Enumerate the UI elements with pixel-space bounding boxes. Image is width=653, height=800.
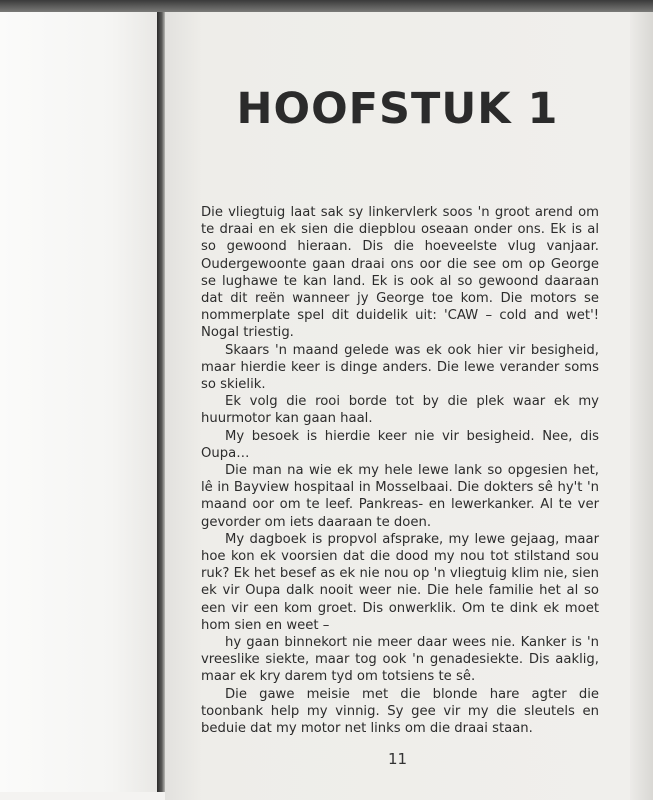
book-top-shadow: [0, 0, 653, 12]
paragraph: My besoek is hierdie keer nie vir besigheid. Nee, dis Oupa…: [201, 428, 599, 461]
chapter-body: [201, 204, 599, 737]
page-number: 11: [387, 750, 408, 768]
book-spine: [157, 12, 165, 792]
paragraph: Skaars 'n maand gelede was ek ook hier vir besigheid, maar hierdie keer is dinge anders. Die lewe verander soms so skielik.: [201, 342, 599, 393]
paragraph: Die vliegtuig laat sak sy linkervlerk soos 'n groot arend om te draai en ek sien die diepblou oseaan onder ons. Ek is al so gewoond hieraan. Dis die hoeveelste vlug vanjaar. Oudergewoonte gaan draai ons oor die see om op George se lughawe te kan land. Ek is ook al so gewoond daaraan dat dit reën wanneer jy George toe kom. Die motors se nommerplate spel dit duidelik uit: 'CAW – cold and wet'! Nogal triestig.: [201, 205, 599, 341]
paragraph: Die man na wie ek my hele lewe lank so opgesien het, lê in Bayview hospitaal in Mosselbaai. Die dokters sê hy't 'n maand oor om te leef. Pankreas- en lewerkanker. Al te ver gevorder om iets daaraan te doen.: [201, 463, 599, 530]
paragraph: My dagboek is propvol afsprake, my lewe gejaag, maar hoe kon ek voorsien dat die dood my nou tot stilstand sou ruk? Ek het besef as ek nie nou op 'n vliegtuig klim nie, sien ek vir Oupa dalk nooit weer nie. Die hele familie het al so een vir een kom groet. Dis onwerklik. Om te dink ek moet hom sien en weet –: [201, 531, 599, 633]
paragraph: Ek volg die rooi borde tot by die plek waar ek my huurmotor kan gaan haal.: [201, 394, 599, 427]
page-edge: [630, 12, 653, 800]
paragraph: Die gawe meisie met die blonde hare agter die toonbank help my vinnig. Sy gee vir my die sleutels en beduie dat my motor net links om die draai staan.: [201, 686, 599, 737]
left-page: [0, 12, 160, 792]
chapter-title: HOOFSTUK 1: [236, 83, 559, 134]
paragraph: hy gaan binnekort nie meer daar wees nie. Kanker is 'n vreeslike siekte, maar tog ook 'n genadesiekte. Dis aaklig, maar ek kry darem tyd om totsiens te sê.: [201, 635, 599, 685]
